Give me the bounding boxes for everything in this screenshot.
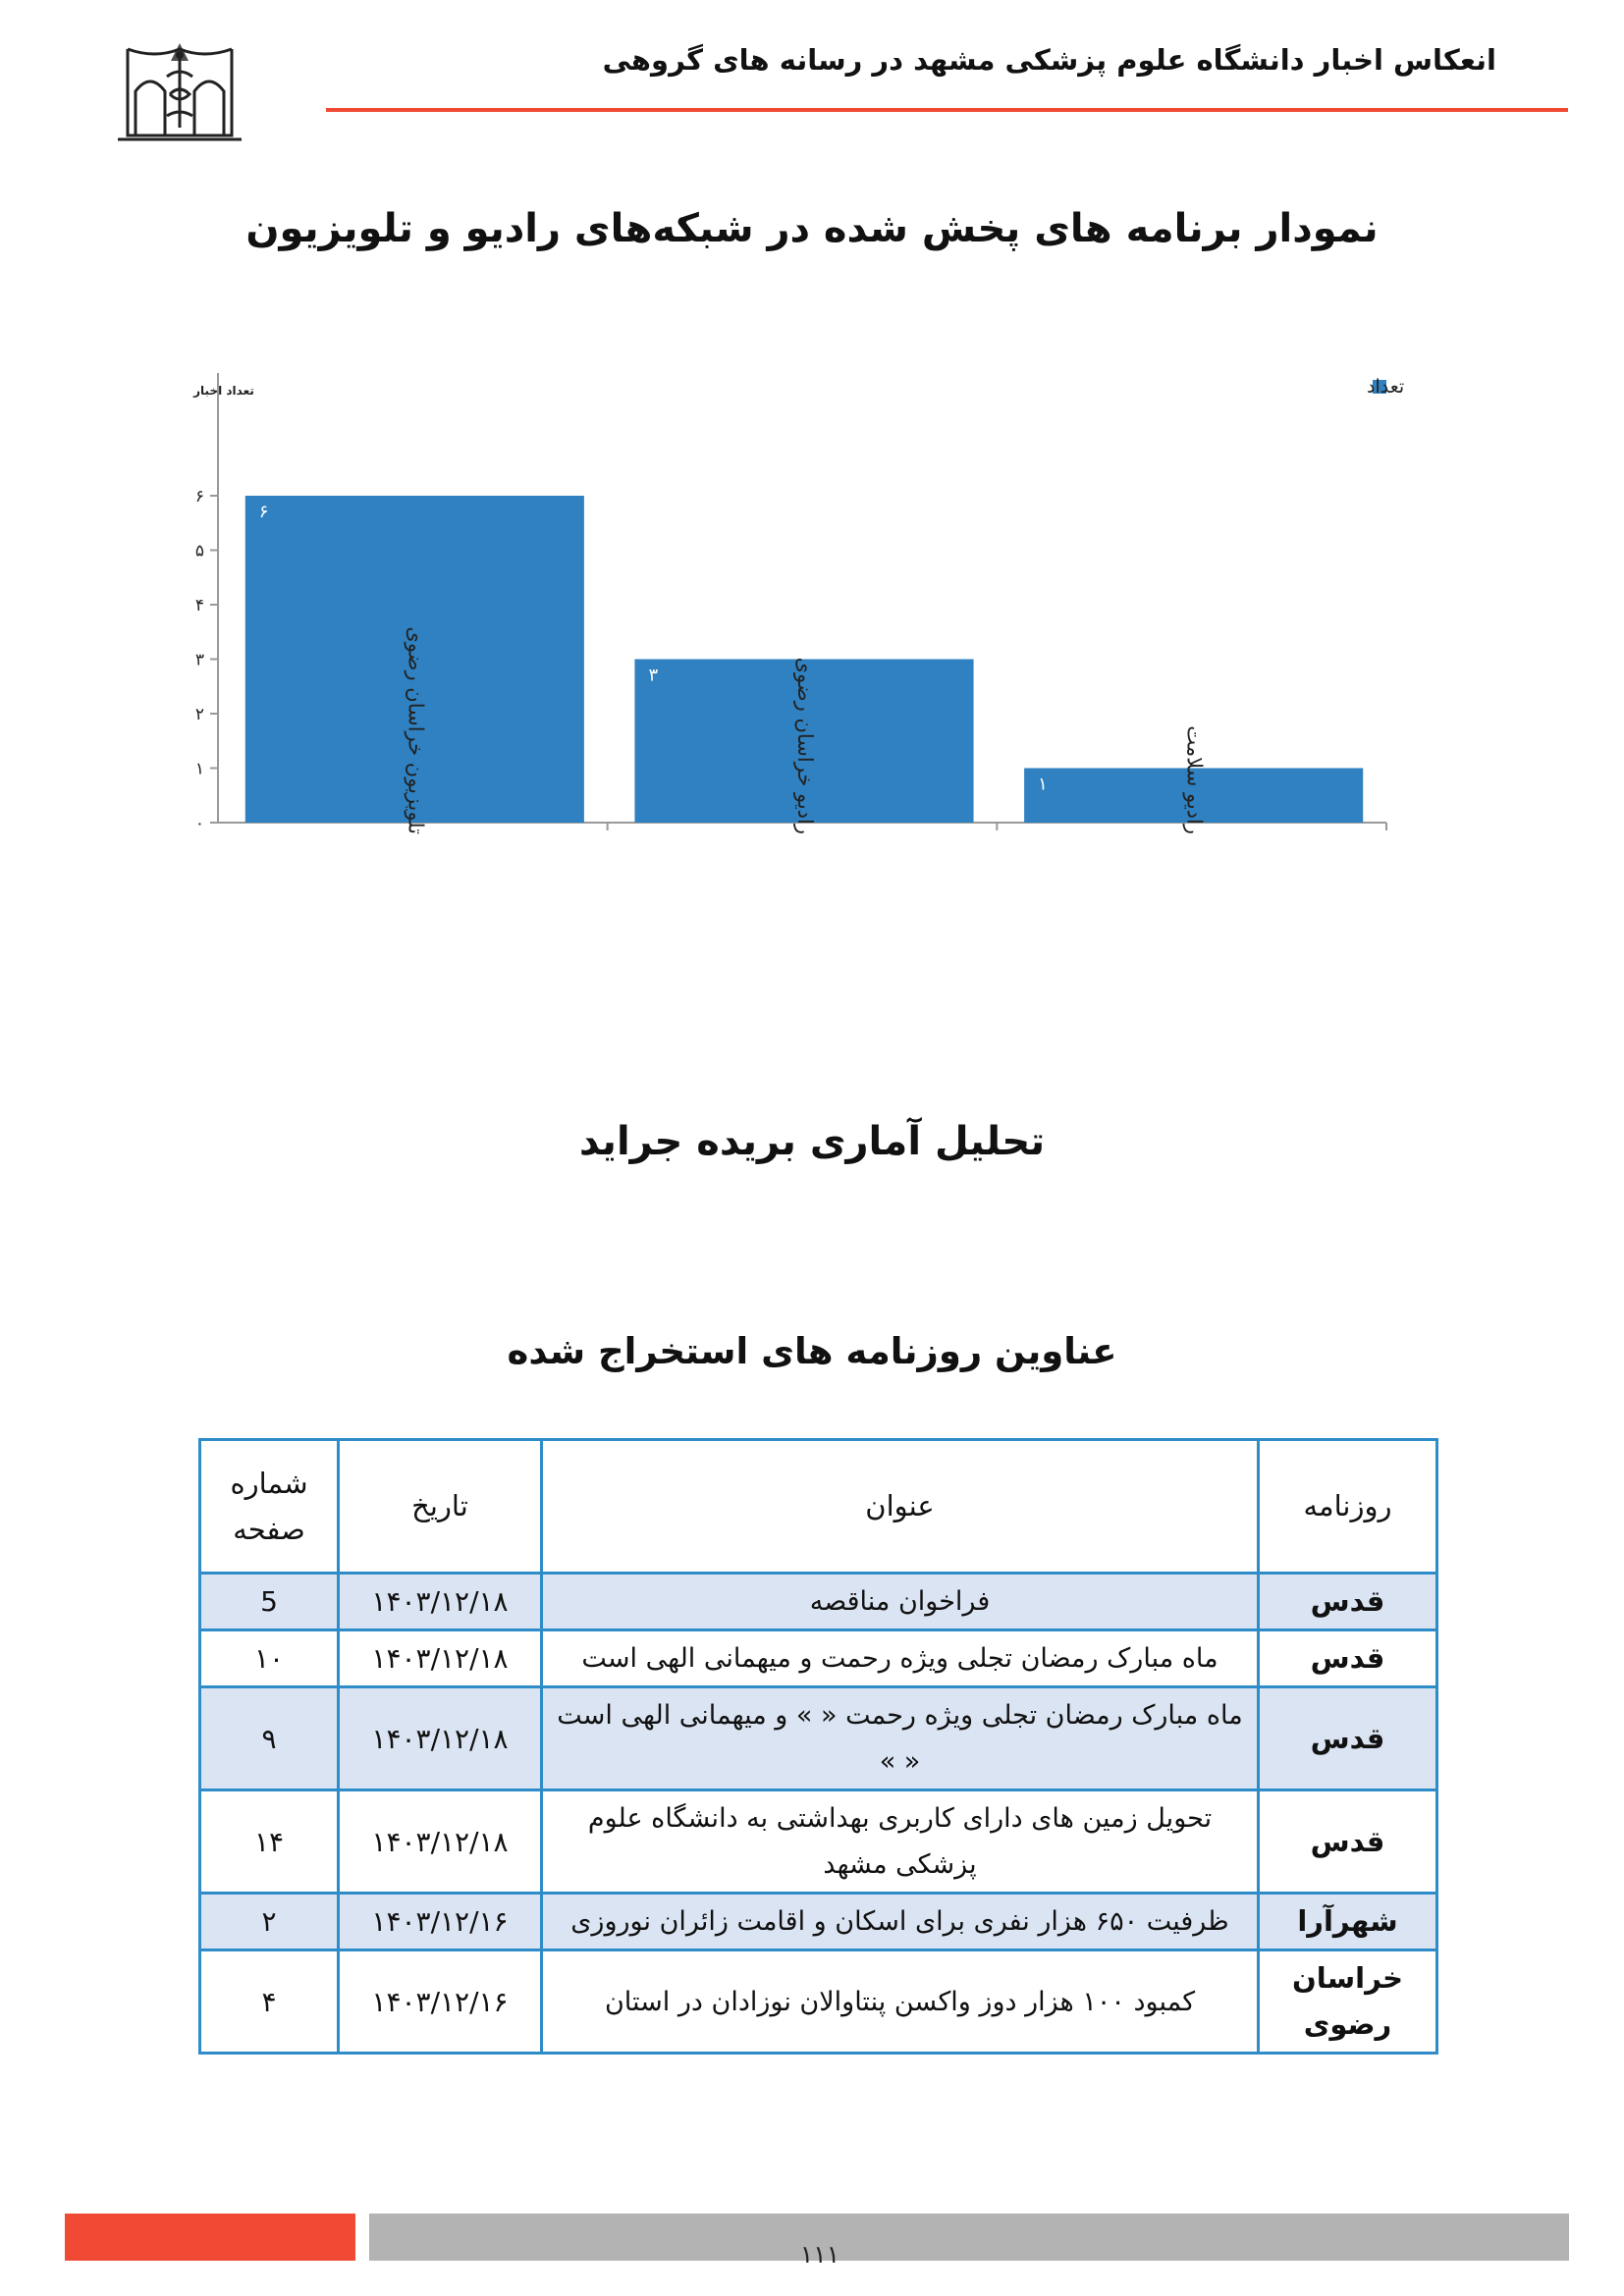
cell-headline: ماه مبارک رمضان تجلی ویژه رحمت و میهمانی الهی است xyxy=(542,1630,1259,1687)
y-tick-label: ۶ xyxy=(194,487,204,507)
bar-data-label: ۶ xyxy=(258,502,269,522)
table-row xyxy=(200,1894,1437,1950)
table-row xyxy=(200,1574,1437,1630)
column-header-page: شماره صفحه xyxy=(200,1440,339,1574)
table-row xyxy=(200,1950,1437,2054)
footer-accent-bar xyxy=(65,2214,355,2261)
y-axis-label: تعداد اخبار xyxy=(193,384,254,398)
bar-data-label: ۳ xyxy=(648,665,659,686)
header-rule xyxy=(326,108,1568,112)
cell-date: ۱۴۰۳/۱۲/۱۸ xyxy=(339,1574,542,1630)
cell-paper: قدس xyxy=(1259,1790,1437,1894)
legend-label: تعداد xyxy=(1367,376,1405,398)
y-tick-label: ۰ xyxy=(194,814,204,833)
cell-headline: فراخوان مناقصه xyxy=(542,1574,1259,1630)
cell-headline: کمبود ۱۰۰ هزار دوز واکسن پنتاوالان نوزادان در استان xyxy=(542,1950,1259,2054)
table-row xyxy=(200,1687,1437,1790)
cell-page: ۱۴ xyxy=(200,1790,339,1894)
chart-title: نمودار برنامه های پخش شده در شبکه‌های رادیو و تلویزیون xyxy=(245,206,1379,251)
cell-paper: شهرآرا xyxy=(1259,1894,1437,1950)
cell-page: ۲ xyxy=(200,1894,339,1950)
y-tick-label: ۱ xyxy=(194,759,204,779)
newspaper-headlines-table xyxy=(198,1438,1438,2055)
cell-paper: خراسان رضوی xyxy=(1259,1950,1437,2054)
column-header-paper: روزنامه xyxy=(1259,1440,1437,1574)
cell-date: ۱۴۰۳/۱۲/۱۸ xyxy=(339,1630,542,1687)
table-row xyxy=(200,1630,1437,1687)
table-row xyxy=(200,1790,1437,1894)
x-category-label: تلویزیون خراسان رضوی xyxy=(404,626,428,834)
cell-date: ۱۴۰۳/۱۲/۱۸ xyxy=(339,1790,542,1894)
cell-paper: قدس xyxy=(1259,1574,1437,1630)
cell-paper: قدس xyxy=(1259,1687,1437,1790)
cell-date: ۱۴۰۳/۱۲/۱۸ xyxy=(339,1687,542,1790)
header-title: انعکاس اخبار دانشگاه علوم پزشکی مشهد در رسانه های گروهی xyxy=(602,43,1496,77)
table-header-row xyxy=(200,1440,1437,1574)
cell-paper: قدس xyxy=(1259,1630,1437,1687)
cell-headline: ظرفیت ۶۵۰ هزار نفری برای اسکان و اقامت زائران نوروزی xyxy=(542,1894,1259,1950)
page-number: ۱۱۱ xyxy=(799,2240,840,2269)
cell-page: ۴ xyxy=(200,1950,339,2054)
cell-page: ۱۰ xyxy=(200,1630,339,1687)
section-title-press-analysis: تحلیل آماری بریده جراید xyxy=(578,1119,1046,1164)
university-logo-icon xyxy=(106,37,253,170)
y-tick-label: ۳ xyxy=(194,650,204,670)
x-category-label: رادیو خراسان رضوی xyxy=(793,657,817,834)
column-header-date: تاریخ xyxy=(339,1440,542,1574)
cell-headline: ماه مبارک رمضان تجلی ویژه رحمت « » و میهمانی الهی است « » xyxy=(542,1687,1259,1790)
footer-gray-bar xyxy=(369,2214,1569,2261)
y-tick-label: ۲ xyxy=(194,705,204,724)
y-tick-label: ۵ xyxy=(194,541,204,561)
bar-chart xyxy=(177,353,1414,1060)
bar-data-label: ۱ xyxy=(1038,774,1048,795)
cell-page: ۹ xyxy=(200,1687,339,1790)
cell-page: 5 xyxy=(200,1574,339,1630)
cell-date: ۱۴۰۳/۱۲/۱۶ xyxy=(339,1894,542,1950)
table-title: عناوین روزنامه های استخراج شده xyxy=(507,1330,1117,1372)
y-tick-label: ۴ xyxy=(194,596,204,615)
x-category-label: رادیو سلامت xyxy=(1182,725,1207,834)
cell-headline: تحویل زمین های دارای کاربری بهداشتی به دانشگاه علوم پزشکی مشهد xyxy=(542,1790,1259,1894)
cell-date: ۱۴۰۳/۱۲/۱۶ xyxy=(339,1950,542,2054)
column-header-headline: عنوان xyxy=(542,1440,1259,1574)
